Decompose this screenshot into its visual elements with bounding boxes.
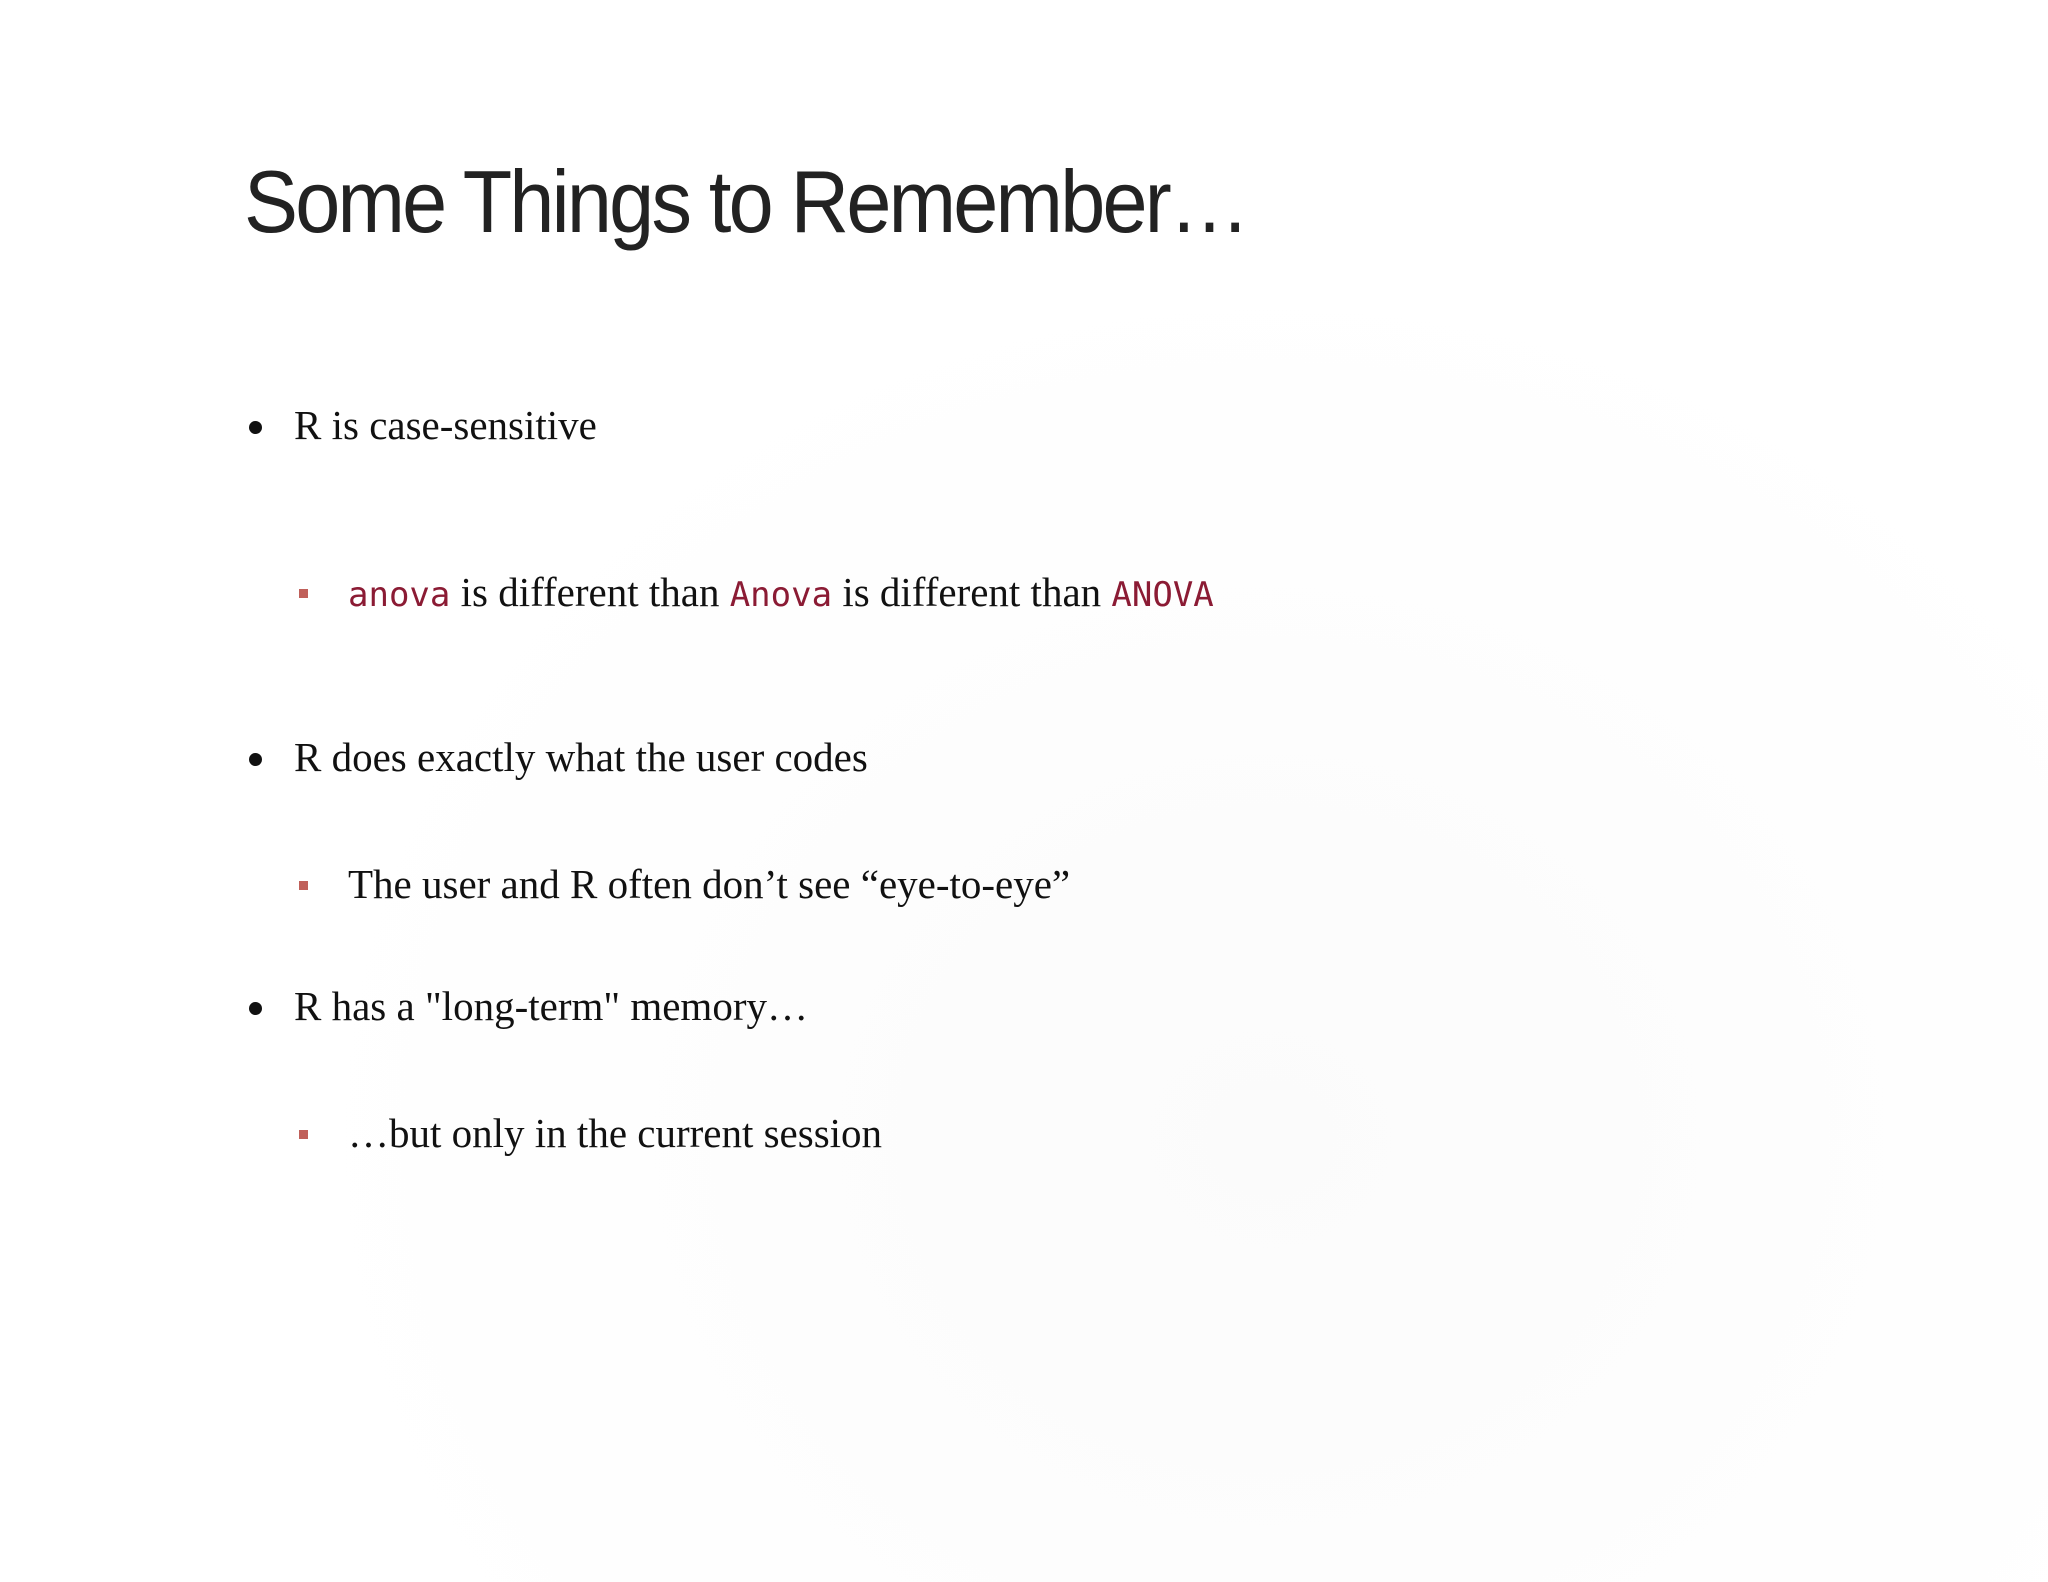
bullet-text: R is case-sensitive — [294, 402, 597, 448]
code-ANOVA: ANOVA — [1111, 575, 1214, 615]
code-anova: anova — [348, 575, 451, 615]
bullet-text: R does exactly what the user codes — [294, 734, 868, 780]
square-bullet-icon — [299, 881, 308, 890]
bullet-dot-icon — [249, 753, 262, 766]
bullet-dot-icon — [249, 421, 262, 434]
sub-bullet-text: The user and R often don’t see “eye-to-eye” — [348, 861, 1071, 907]
sub-bullet-text: …but only in the current session — [348, 1110, 883, 1156]
sub-bullet-text — [348, 569, 1214, 615]
text-different-2: is different than — [832, 569, 1112, 615]
square-bullet-icon — [299, 1130, 308, 1139]
bullet-text: R has a "long-term" memory… — [294, 983, 808, 1029]
slide-title: Some Things to Remember… — [244, 152, 1248, 251]
code-Anova: Anova — [729, 575, 833, 615]
square-bullet-icon — [299, 589, 308, 598]
bullet-dot-icon — [249, 1002, 262, 1015]
text-different-1: is different than — [450, 569, 730, 615]
